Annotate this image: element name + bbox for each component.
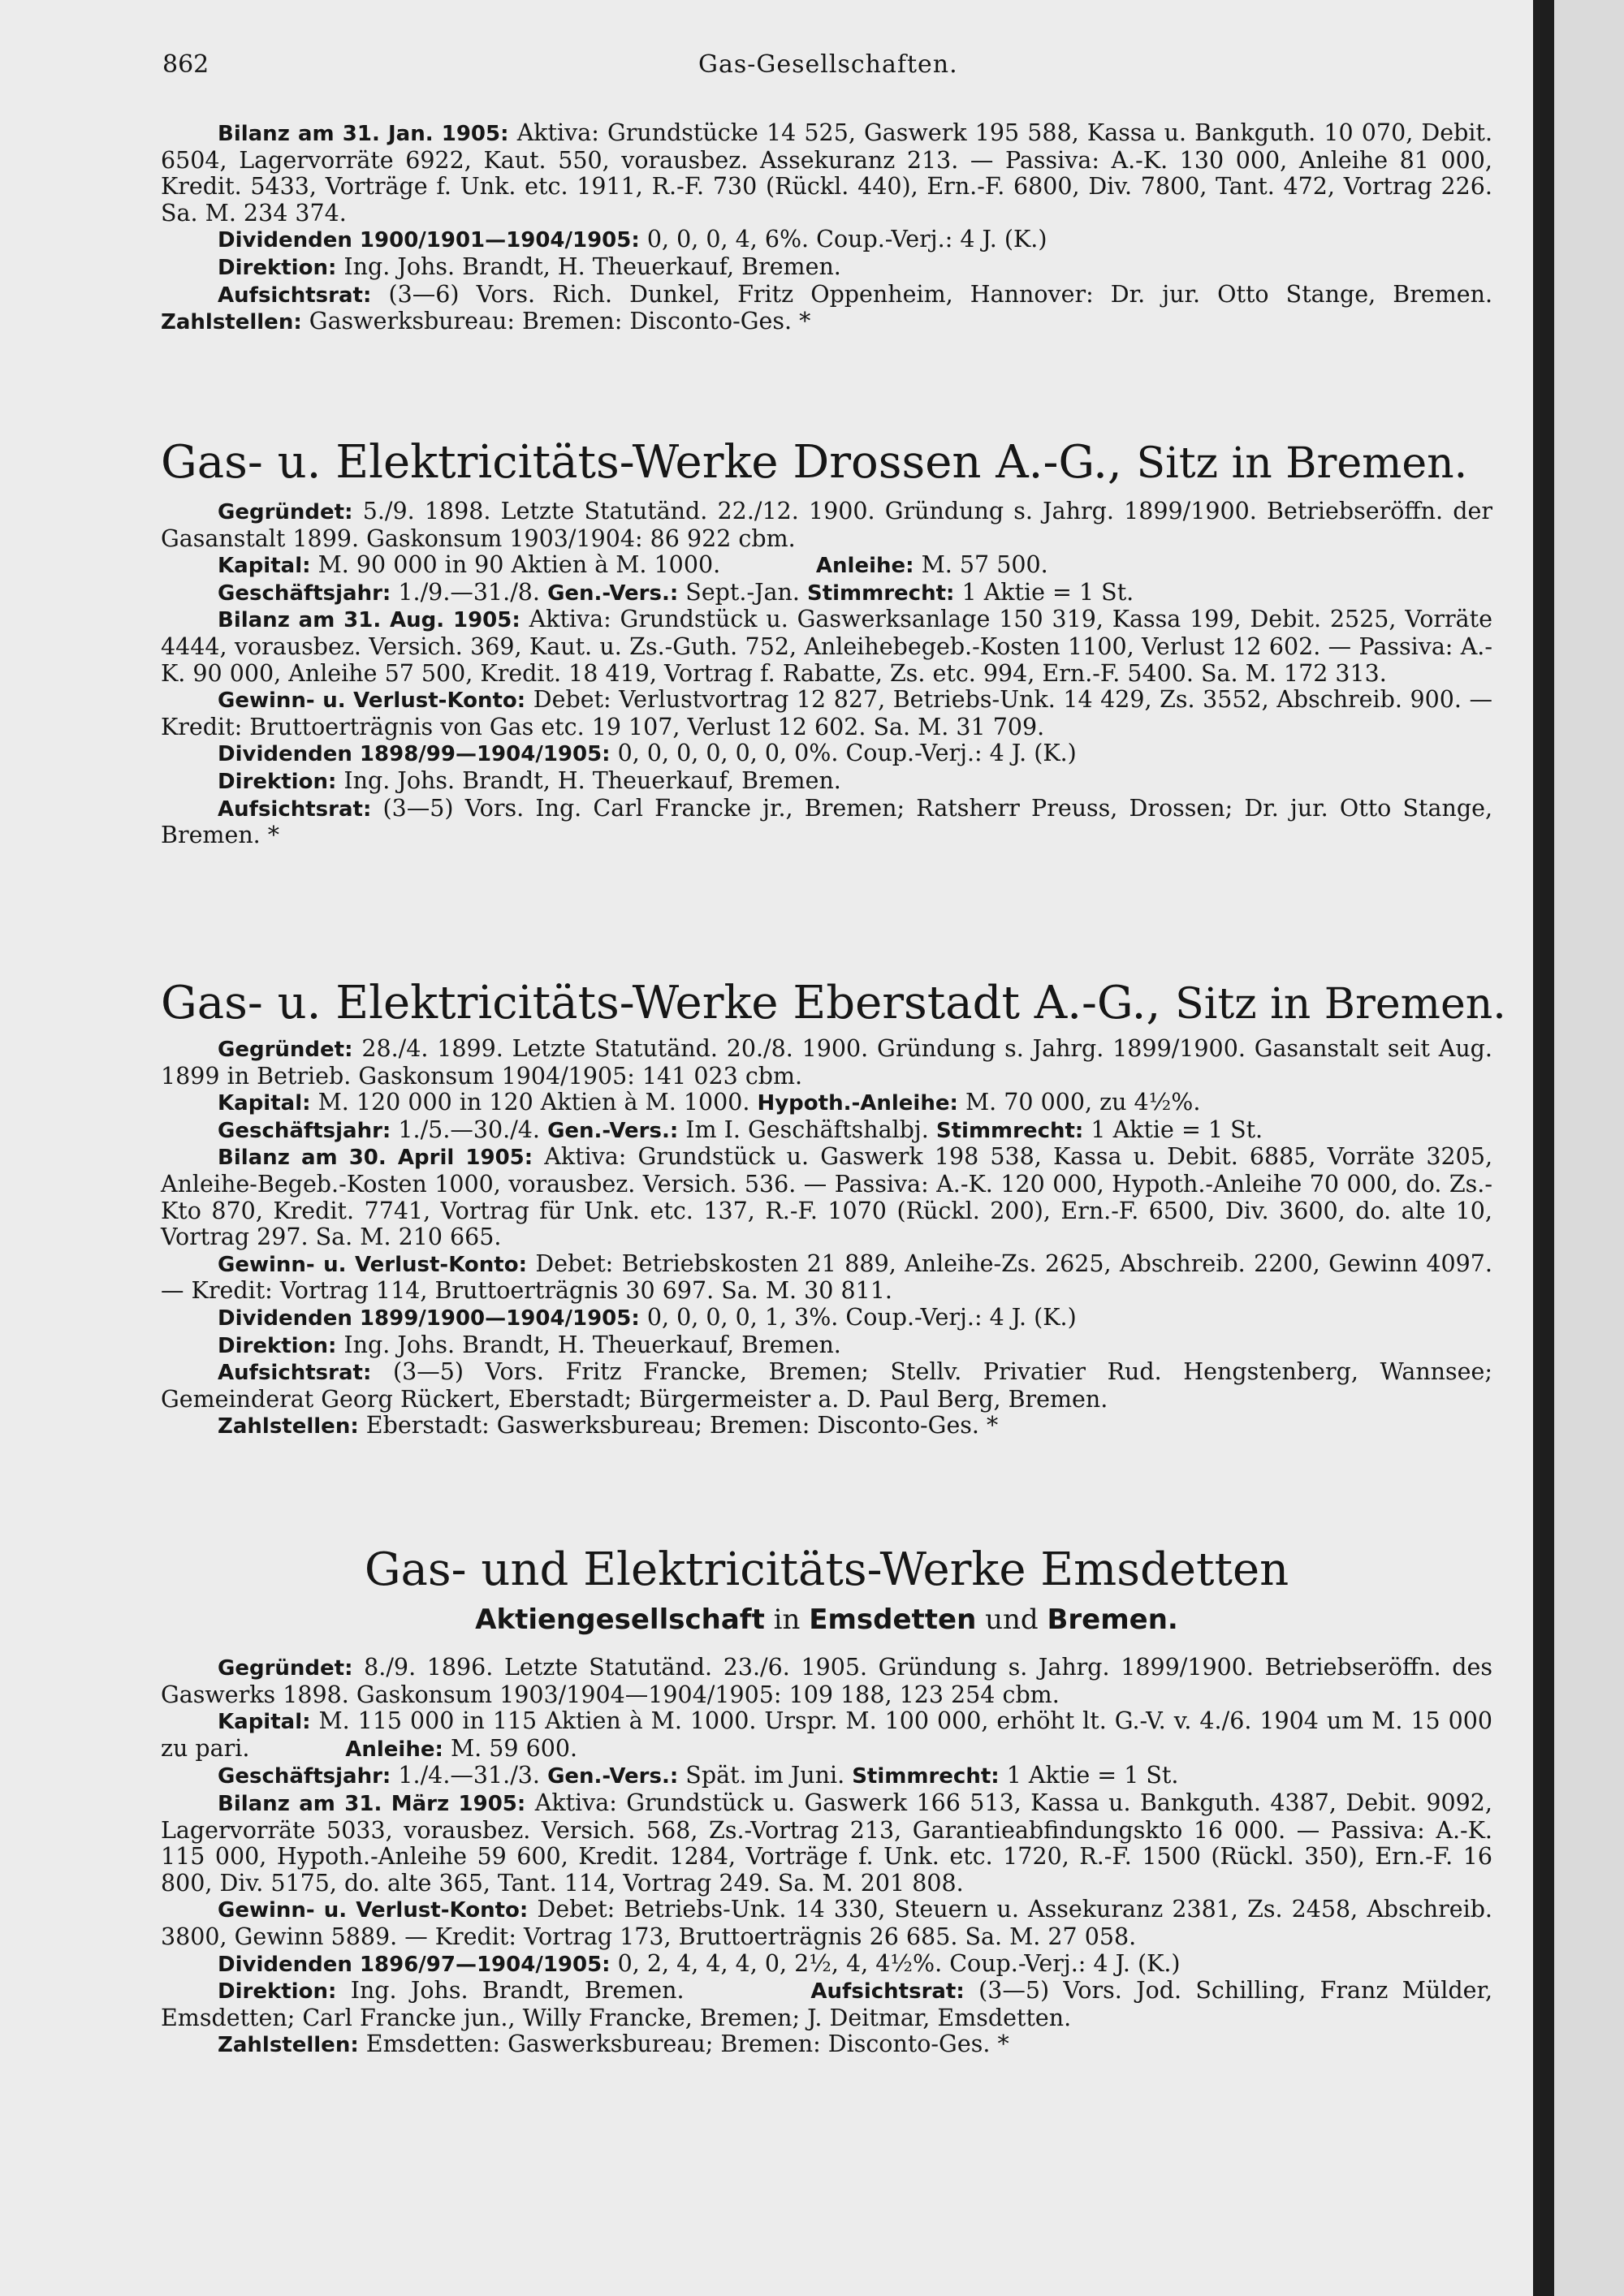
eberstadt-gegruendet [161, 1036, 1492, 1090]
emsdetten-subtitle-d: und [985, 1603, 1039, 1636]
drossen-guv-text: Debet: Verlustvortrag 12 827, Betriebs-Unk. 14 429, Zs. 3552, Abschreib. 900. — Kredit: Bruttoerträgnis von Gas etc. 19 107, Verlust 12 602. Sa. M. 31 709. [161, 686, 1493, 740]
eberstadt-bilanz-text: Aktiva: Grundstück u. Gaswerk 198 538, Kassa u. Debit. 6885, Vorräte 3205, Anleihe-Begeb.-Kosten 1000, vorausbez. Versich. 536. — Passiva: A.-K. 120 000, Hypoth.-Anleihe 70 000, do. Zs.-Kto 870, Kredit. 7741, Vortrag für Unk. etc. 137, R.-F. 1070 (Rückl. 200), Ern.-F. 6500, Div. 3600, do. alte 10, Vortrag 297. Sa. M. 210 665. [161, 1143, 1493, 1251]
emsdetten-zahlstellen [161, 2031, 1492, 2059]
eberstadt-stimmrecht-label: Stimmrecht: [935, 1118, 1084, 1143]
emsdetten-subtitle-b: in [773, 1603, 801, 1636]
eberstadt-aufsichtsrat-text: (3—5) Vors. Fritz Francke, Bremen; Stellv. Privatier Rud. Hengstenberg, Wannsee; Gemeinderat Georg Rückert, Eberstadt; Bürgermeister a. D. Paul Berg, Bremen. [161, 1358, 1492, 1413]
drossen-name: Gas- u. Elektricitäts-Werke Drossen A.-G., [161, 437, 1122, 489]
eberstadt-gj-text: 1./5.—30./4. [398, 1116, 540, 1143]
drossen-anleihe-text: M. 57 500. [921, 551, 1048, 579]
emsdetten-dividenden-text: 0, 2, 4, 4, 4, 0, 2½, 4, 4½%. Coup.-Verj.: 4 J. (K.) [617, 1949, 1181, 1977]
emsdetten-dividenden [161, 1951, 1492, 1979]
facing-page-edge [1554, 0, 1624, 2296]
top-zahlstellen-text: Gaswerksbureau: Bremen: Disconto-Ges. * [309, 308, 811, 335]
emsdetten-guv-label: Gewinn- u. Verlust-Konto: [218, 1898, 529, 1923]
top-direktion [161, 254, 1492, 282]
emsdetten-direktion-label: Direktion: [218, 1979, 337, 2005]
eberstadt-geschaeftsjahr [161, 1117, 1492, 1145]
drossen-dividenden [161, 740, 1492, 768]
eberstadt-zahlstellen-label: Zahlstellen: [218, 1414, 359, 1439]
eberstadt-anleihe-text: M. 70 000, zu 4½%. [965, 1089, 1201, 1116]
emsdetten-bilanz-text: Aktiva: Grundstück u. Gaswerk 166 513, Kassa u. Bankguth. 4387, Debit. 9092, Lagervorräte 5033, vorausbez. Versich. 568, Zs.-Vortrag 213, Garantieabfindungskto 16 000. — Passiva: A.-K. 115 000, Hypoth.-Anleihe 59 600, Kredit. 1284, Vorträge f. Unk. etc. 1720, R.-F. 1500 (Rückl. 350), Ern.-F. 16 800, Div. 5175, do. alte 365, Tant. 114, Vortrag 249. Sa. M. 201 808. [161, 1789, 1492, 1897]
eberstadt-dividenden-label: Dividenden 1899/1900—1904/1905: [218, 1306, 640, 1331]
emsdetten-zahlstellen-label: Zahlstellen: [218, 2033, 359, 2058]
top-dividenden-text: 0, 0, 0, 4, 6%. Coup.-Verj.: 4 J. (K.) [646, 226, 1047, 253]
drossen-kapital-text: M. 90 000 in 90 Aktien à M. 1000. [317, 551, 721, 579]
top-direktion-text: Ing. Johs. Brandt, H. Theuerkauf, Bremen. [343, 252, 841, 280]
drossen-aufsichtsrat-text: (3—5) Vors. Ing. Carl Francke jr., Bremen; Ratsherr Preuss, Drossen; Dr. jur. Otto Stange, Bremen. * [161, 794, 1493, 849]
emsdetten-entry [161, 1655, 1492, 2059]
drossen-kapital [161, 552, 1492, 580]
drossen-guv-label: Gewinn- u. Verlust-Konto: [218, 688, 526, 714]
drossen-gj-text: 1./9.—31./8. [398, 578, 540, 606]
eberstadt-bilanz [161, 1144, 1492, 1250]
eberstadt-gegruendet-text: 28./4. 1899. Letzte Statutänd. 20./8. 1900. Gründung s. Jahrg. 1899/1900. Gasanstalt seit Aug. 1899 in Betrieb. Gaskonsum 1904/1905: 141 023 cbm. [161, 1035, 1492, 1090]
eberstadt-genvers-text: Im I. Geschäftshalbj. [685, 1116, 929, 1143]
eberstadt-kapital [161, 1090, 1492, 1117]
eberstadt-guv [161, 1251, 1492, 1305]
drossen-gegruendet [161, 498, 1492, 552]
eberstadt-seat: Sitz in Bremen. [1175, 980, 1506, 1029]
drossen-geschaeftsjahr [161, 580, 1492, 607]
emsdetten-gegruendet-text: 8./9. 1896. Letzte Statutänd. 23./6. 1905. Gründung s. Jahrg. 1899/1900. Betriebseröffn. des Gaswerks 1898. Gaskonsum 1903/1904—1904/1905: 109 188, 123 254 cbm. [161, 1654, 1492, 1708]
emsdetten-bilanz-label: Bilanz am 31. März 1905: [218, 1791, 526, 1816]
drossen-seat: Sitz in Bremen. [1136, 439, 1468, 488]
drossen-stimmrecht-label: Stimmrecht: [806, 580, 955, 606]
emsdetten-direktion-text: Ing. Johs. Brandt, Bremen. [350, 1977, 685, 2005]
emsdetten-bilanz [161, 1790, 1492, 1897]
emsdetten-subtitle-e: Bremen. [1047, 1603, 1178, 1636]
emsdetten-kapital-label: Kapital: [218, 1710, 311, 1735]
eberstadt-zahlstellen-text: Eberstadt: Gaswerksbureau; Bremen: Disconto-Ges. * [365, 1412, 999, 1439]
emsdetten-zahlstellen-text: Emsdetten: Gaswerksbureau; Bremen: Disconto-Ges. * [365, 2031, 1009, 2058]
drossen-genvers-label: Gen.-Vers.: [547, 580, 679, 606]
eberstadt-title [161, 978, 1525, 1030]
drossen-guv [161, 687, 1492, 740]
top-bilanz-text: Aktiva: Grundstücke 14 525, Gaswerk 195 588, Kassa u. Bankguth. 10 070, Debit. 6504, Lagervorräte 6922, Kaut. 550, vorausbez. Assekuranz 213. — Passiva: A.-K. 130 000, Anleihe 81 000, Kredit. 5433, Vorträge f. Unk. etc. 1911, R.-F. 730 (Rückl. 440), Ern.-F. 6800, Div. 7800, Tant. 472, Vortrag 226. Sa. M. 234 374. [161, 119, 1493, 227]
eberstadt-dividenden-text: 0, 0, 0, 0, 1, 3%. Coup.-Verj.: 4 J. (K.) [646, 1303, 1077, 1331]
eberstadt-zahlstellen [161, 1413, 1492, 1440]
emsdetten-gegruendet [161, 1655, 1492, 1708]
page-header [162, 50, 1494, 83]
emsdetten-gegruendet-label: Gegründet: [218, 1656, 353, 1681]
emsdetten-genvers-label: Gen.-Vers.: [547, 1764, 679, 1789]
emsdetten-genvers-text: Spät. im Juni. [685, 1762, 845, 1789]
top-bilanz [161, 120, 1492, 227]
eberstadt-aufsichtsrat-label: Aufsichtsrat: [218, 1361, 372, 1386]
top-entry [161, 120, 1492, 336]
eberstadt-direktion-label: Direktion: [218, 1333, 337, 1358]
emsdetten-title: Gas- und Elektricitäts-Werke Emsdetten [364, 1543, 1289, 1596]
eberstadt-dividenden [161, 1305, 1492, 1332]
emsdetten-aufsichtsrat-text: (3—5) Vors. Jod. Schilling, Franz Mülder, Emsdetten; Carl Francke jun., Willy Francke, Bremen; J. Deitmar, Emsdetten. [161, 1977, 1493, 2031]
emsdetten-guv [161, 1897, 1492, 1950]
emsdetten-subtitle-c: Emsdetten [809, 1603, 977, 1636]
eberstadt-kapital-text: M. 120 000 in 120 Aktien à M. 1000. [317, 1089, 750, 1116]
eberstadt-stimmrecht-text: 1 Aktie = 1 St. [1091, 1116, 1263, 1143]
emsdetten-stimmrecht-text: 1 Aktie = 1 St. [1006, 1762, 1179, 1789]
eberstadt-direktion [161, 1332, 1492, 1360]
drossen-stimmrecht-text: 1 Aktie = 1 St. [961, 578, 1134, 606]
drossen-gj-label: Geschäftsjahr: [218, 580, 391, 606]
drossen-kapital-label: Kapital: [218, 554, 311, 579]
emsdetten-kapital [161, 1708, 1492, 1763]
drossen-aufsichtsrat-label: Aufsichtsrat: [218, 796, 372, 822]
drossen-direktion [161, 768, 1492, 796]
top-dividenden-label: Dividenden 1900/1901—1904/1905: [218, 228, 640, 253]
page-gutter [1533, 0, 1554, 2296]
eberstadt-kapital-label: Kapital: [218, 1091, 311, 1116]
drossen-genvers-text: Sept.-Jan. [685, 578, 800, 606]
eberstadt-guv-text: Debet: Betriebskosten 21 889, Anleihe-Zs. 2625, Abschreib. 2200, Gewinn 4097. — Kredit: Vortrag 114, Bruttoerträgnis 30 697. Sa. M. 30 811. [161, 1249, 1492, 1305]
eberstadt-guv-label: Gewinn- u. Verlust-Konto: [218, 1252, 527, 1277]
emsdetten-anleihe-label: Anleihe: [345, 1737, 443, 1762]
drossen-aufsichtsrat [161, 796, 1492, 849]
top-aufsichtsrat [161, 282, 1492, 336]
eberstadt-direktion-text: Ing. Johs. Brandt, H. Theuerkauf, Bremen. [343, 1331, 841, 1358]
emsdetten-gj-label: Geschäftsjahr: [218, 1764, 391, 1789]
page-number: 862 [162, 50, 209, 79]
drossen-gegruendet-text: 5./9. 1898. Letzte Statutänd. 22./12. 1900. Gründung s. Jahrg. 1899/1900. Betriebseröffn. der Gasanstalt 1899. Gaskonsum 1903/1904: 86 922 cbm. [161, 498, 1492, 552]
emsdetten-direktion [161, 1978, 1492, 2031]
eberstadt-gj-label: Geschäftsjahr: [218, 1118, 391, 1143]
eberstadt-genvers-label: Gen.-Vers.: [547, 1118, 679, 1143]
drossen-direktion-text: Ing. Johs. Brandt, H. Theuerkauf, Bremen. [343, 766, 841, 794]
emsdetten-dividenden-label: Dividenden 1896/97—1904/1905: [218, 1952, 611, 1977]
emsdetten-subtitle [161, 1603, 1492, 1636]
drossen-bilanz-text: Aktiva: Grundstück u. Gaswerksanlage 150 319, Kassa 199, Debit. 2525, Vorräte 4444, vorausbez. Versich. 369, Kaut. u. Zs.-Guth. 752, Anleihebegeb.-Kosten 1100, Verlust 12 602. — Passiva: A.-K. 90 000, Anleihe 57 500, Kredit. 18 419, Vortrag f. Rabatte, Zs. etc. 994, Ern.-F. 5400. Sa. M. 172 313. [161, 606, 1492, 687]
eberstadt-gegruendet-label: Gegründet: [218, 1038, 353, 1062]
drossen-gegruendet-label: Gegründet: [218, 500, 353, 524]
drossen-title [161, 437, 1525, 490]
drossen-dividenden-label: Dividenden 1898/99—1904/1905: [218, 742, 611, 767]
top-aufsichtsrat-label: Aufsichtsrat: [218, 283, 372, 308]
drossen-entry [161, 498, 1492, 849]
eberstadt-anleihe-label: Hypoth.-Anleihe: [757, 1091, 958, 1116]
emsdetten-stimmrecht-label: Stimmrecht: [852, 1764, 1000, 1789]
top-zahlstellen-label: Zahlstellen: [161, 310, 302, 335]
top-direktion-label: Direktion: [218, 255, 337, 280]
emsdetten-guv-text: Debet: Betriebs-Unk. 14 330, Steuern u. Assekuranz 2381, Zs. 2458, Abschreib. 3800, Gewinn 5889. — Kredit: Vortrag 173, Bruttoerträgnis 26 685. Sa. M. 27 058. [161, 1896, 1492, 1950]
emsdetten-anleihe-text: M. 59 600. [450, 1734, 578, 1762]
running-title: Gas-Gesellschaften. [698, 50, 958, 79]
drossen-bilanz [161, 606, 1492, 687]
top-aufsichtsrat-text: (3—6) Vors. Rich. Dunkel, Fritz Oppenheim, Hannover: Dr. jur. Otto Stange, Bremen. [388, 280, 1492, 308]
top-dividenden [161, 227, 1492, 254]
drossen-anleihe-label: Anleihe: [815, 554, 914, 579]
drossen-bilanz-label: Bilanz am 31. Aug. 1905: [218, 608, 520, 633]
top-bilanz-label: Bilanz am 31. Jan. 1905: [218, 122, 509, 146]
eberstadt-entry [161, 1036, 1492, 1440]
emsdetten-kapital-text: M. 115 000 in 115 Aktien à M. 1000. Urspr. M. 100 000, erhöht lt. G.-V. v. 4./6. 1904 um M. 15 000 zu pari. [161, 1707, 1492, 1762]
emsdetten-subtitle-a: Aktiengesellschaft [475, 1603, 765, 1636]
eberstadt-name: Gas- u. Elektricitäts-Werke Eberstadt A.-G., [161, 978, 1161, 1029]
eberstadt-bilanz-label: Bilanz am 30. April 1905: [218, 1146, 533, 1171]
drossen-direktion-label: Direktion: [218, 769, 337, 794]
emsdetten-aufsichtsrat-label: Aufsichtsrat: [810, 1979, 965, 2005]
emsdetten-geschaeftsjahr [161, 1763, 1492, 1790]
drossen-dividenden-text: 0, 0, 0, 0, 0, 0, 0%. Coup.-Verj.: 4 J. (K.) [617, 740, 1077, 767]
eberstadt-aufsichtsrat [161, 1359, 1492, 1413]
emsdetten-gj-text: 1./4.—31./3. [398, 1762, 540, 1789]
